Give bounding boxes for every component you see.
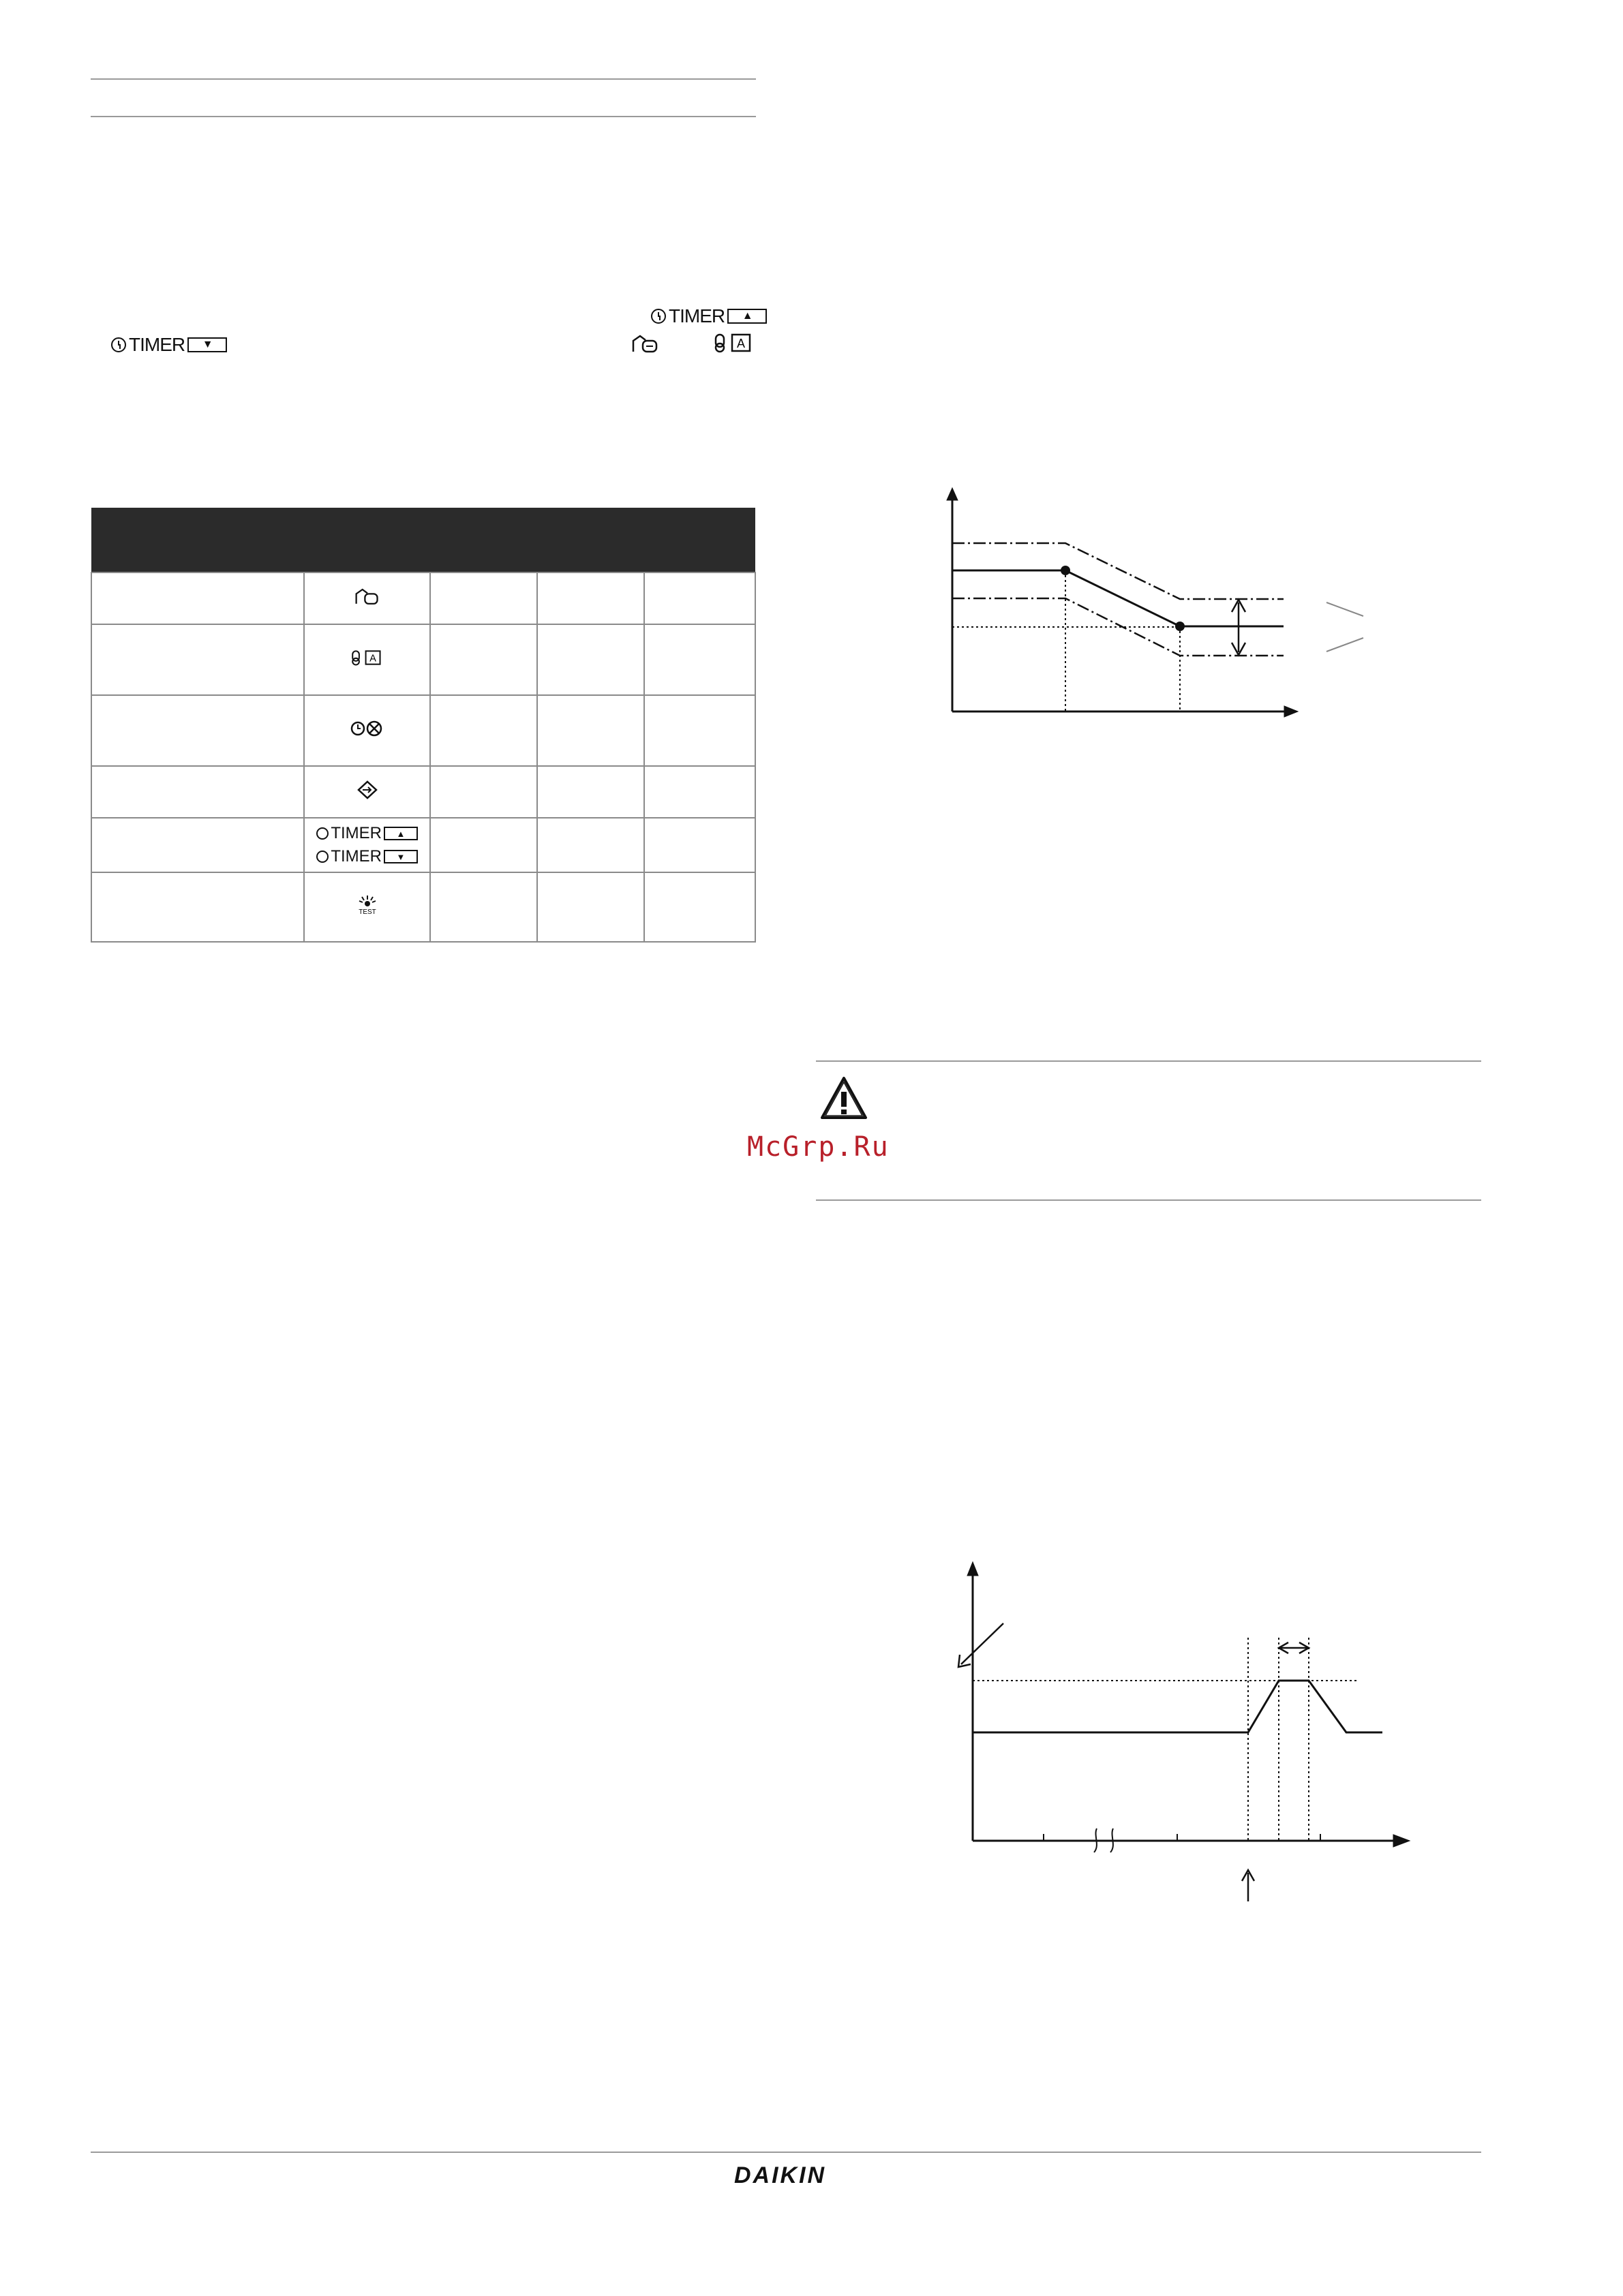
diagram-setpoint-curve [927,477,1377,722]
point-2 [1175,622,1185,631]
x-axis-arrow-icon [1393,1835,1410,1847]
down-arrow-icon: ▼ [384,850,418,863]
svg-text:A: A [736,337,746,350]
table-row [91,624,755,695]
up-arrow-icon: ▲ [384,827,418,840]
table-row [91,695,755,766]
label-pointer [961,1623,1003,1664]
up-arrow-icon: ▲ [727,309,767,324]
test-icon [355,894,380,916]
svg-text:TEST: TEST [358,908,376,916]
table-row [91,872,755,942]
quiet-icon [356,780,379,800]
y-axis-arrow-icon [947,488,958,500]
table-row: TIMER ▲ TIMER ▼ [91,818,755,872]
point-1 [1061,566,1070,575]
svg-text:A: A [369,653,376,664]
x-axis-arrow-icon [1284,706,1298,717]
top-rule-1 [91,78,756,80]
function-table [91,508,756,943]
table-row [91,572,755,624]
daikin-logo: DAIKIN [734,2162,827,2188]
clock-icon [111,337,126,352]
warning-rule-top [816,1060,1481,1062]
top-rule-2 [91,116,756,117]
watermark: McGrp.Ru [747,1131,890,1163]
thermometer-auto-icon [350,648,384,667]
home-leave-icon [631,334,661,353]
response-line [973,1681,1382,1732]
home-leave-icon [354,587,381,606]
table-header-row [91,508,755,572]
clock-icon [316,827,329,840]
thermometer-auto-icon [713,333,755,353]
warning-rule-bottom [816,1199,1481,1201]
clock-icon [316,851,329,863]
clock-icon [651,309,666,324]
label-leader-1 [1326,602,1363,616]
warning-triangle-icon [819,1075,868,1120]
down-arrow-icon: ▼ [187,337,227,352]
timer-up-button-inline: TIMER ▲ [651,305,767,327]
y-axis-arrow-icon [967,1562,978,1576]
diagram-time-response [947,1547,1425,1908]
table-row [91,766,755,818]
footer-rule [91,2152,1481,2153]
label-leader-2 [1326,638,1363,652]
timer-down-button-inline: TIMER ▼ [111,334,227,356]
timer-off-icon [350,719,384,738]
